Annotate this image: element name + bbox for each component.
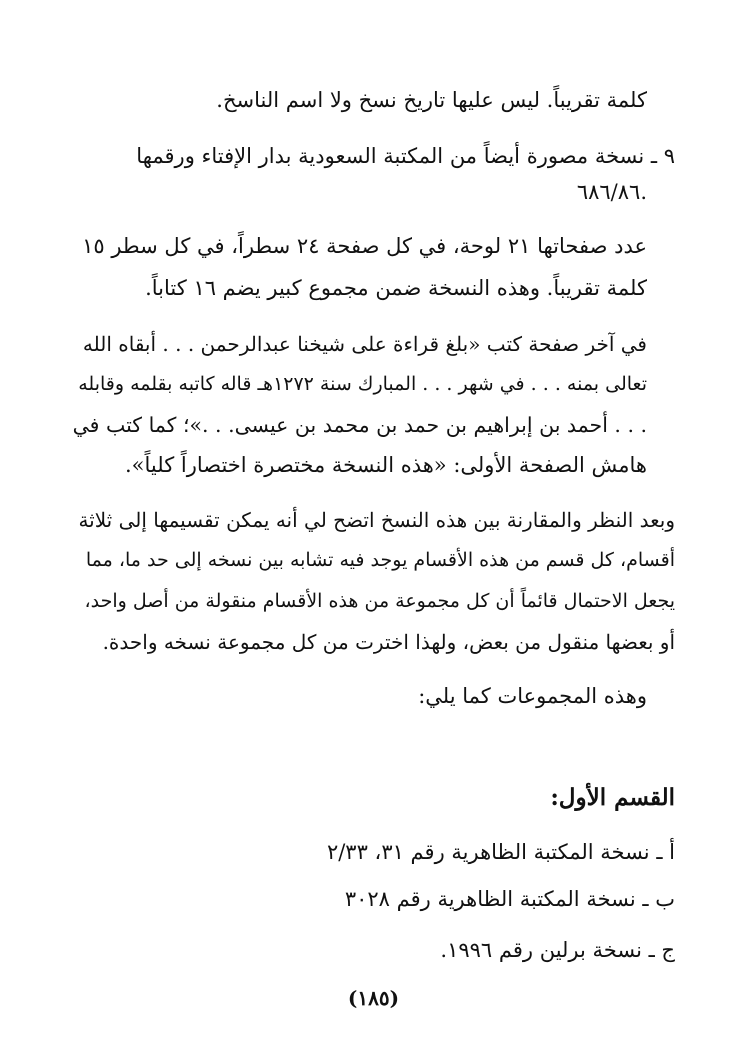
text-line: . . . أحمد بن إبراهيم بن حمد بن محمد بن عيسى. . .»؛ كما كتب في	[72, 413, 647, 437]
numbered-item-9: ٩ ـ نسخة مصورة أيضاً من المكتبة السعودية بدار الإفتاء ورقمها	[136, 144, 675, 168]
text-line: وبعد النظر والمقارنة بين هذه النسخ اتضح لي أنه يمكن تقسيمها إلى ثلاثة	[78, 508, 675, 532]
text-line: كلمة تقريباً. ليس عليها تاريخ نسخ ولا اسم الناسخ.	[216, 88, 647, 112]
list-item: أ ـ نسخة المكتبة الظاهرية رقم ٣١، ٢/٣٣	[326, 840, 675, 864]
page-number: (١٨٥)	[347, 986, 400, 1010]
text-line: وهذه المجموعات كما يلي:	[418, 684, 647, 708]
text-line: هامش الصفحة الأولى: «هذه النسخة مختصرة اختصاراً كلياً».	[125, 453, 647, 477]
text-line: تعالى بمنه . . . في شهر . . . المبارك سنة ١٢٧٢هـ قاله كاتبه بقلمه وقابله	[78, 373, 647, 395]
section-heading: القسم الأول:	[550, 784, 675, 811]
list-item: ب ـ نسخة المكتبة الظاهرية رقم ٣٠٢٨	[344, 887, 675, 911]
text-line: أقسام، كل قسم من هذه الأقسام يوجد فيه تشابه بين نسخه إلى حد ما، مما	[85, 549, 675, 571]
text-line: يجعل الاحتمال قائماً أن كل مجموعة من هذه الأقسام منقولة من أصل واحد،	[84, 590, 675, 612]
text-line: عدد صفحاتها ٢١ لوحة، في كل صفحة ٢٤ سطراً، في كل سطر ١٥	[82, 234, 647, 258]
text-line: في آخر صفحة كتب «بلغ قراءة على شيخنا عبدالرحمن . . . أبقاه الله	[82, 332, 647, 356]
text-line: أو بعضها منقول من بعض، ولهذا اخترت من كل مجموعة نسخه واحدة.	[102, 630, 675, 654]
text-line: كلمة تقريباً. وهذه النسخة ضمن مجموع كبير يضم ١٦ كتاباً.	[145, 276, 647, 300]
text-line: ٦٨٦/٨٦.	[576, 180, 647, 204]
list-item: ج ـ نسخة برلين رقم ١٩٩٦.	[440, 938, 675, 962]
